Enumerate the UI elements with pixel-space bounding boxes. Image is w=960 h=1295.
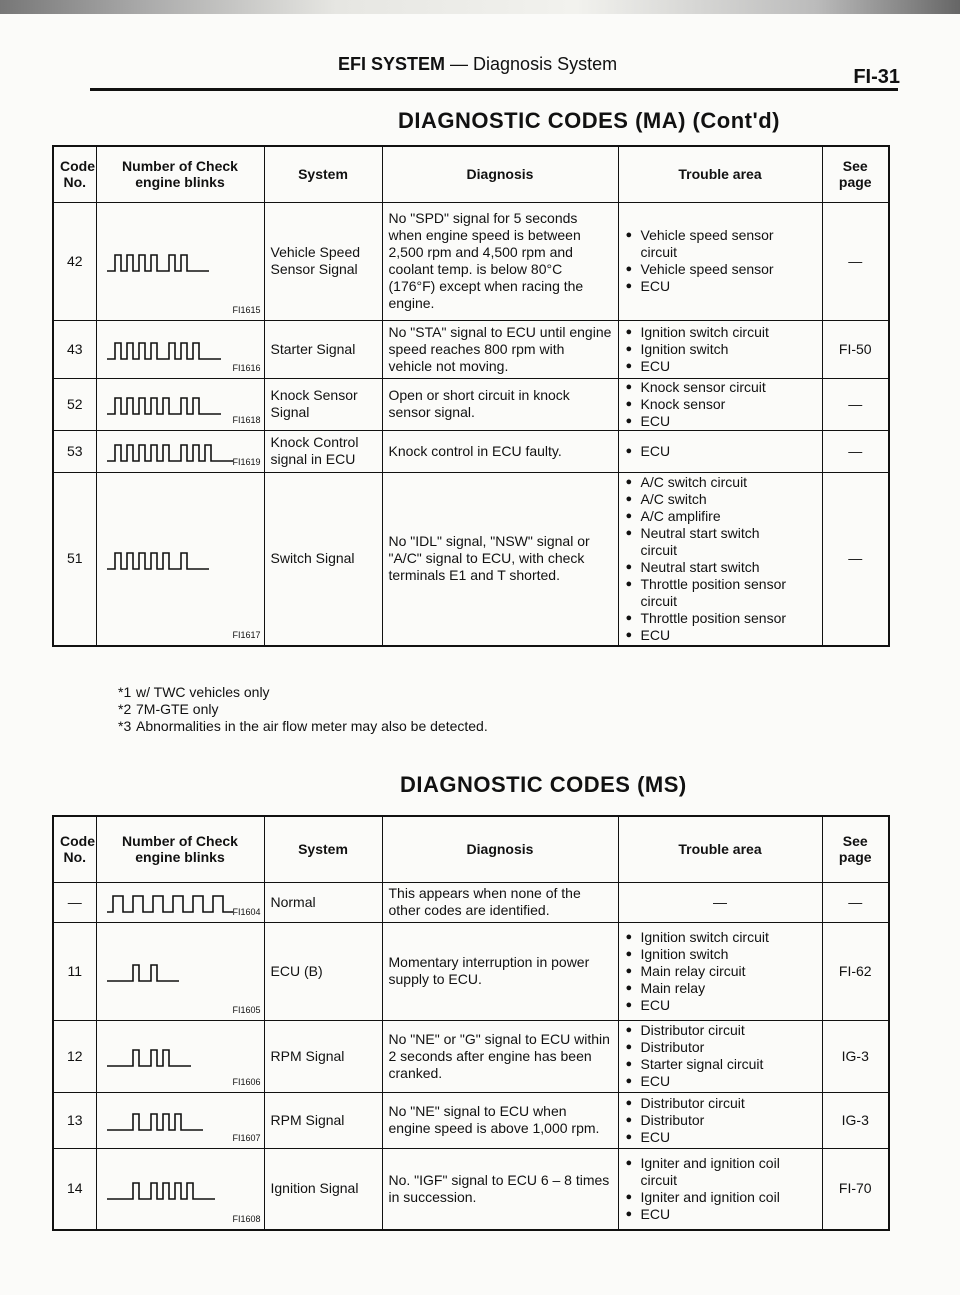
trouble-item: ● A/C switch circuit	[625, 474, 816, 491]
blink-cell	[96, 320, 264, 378]
table-row	[53, 882, 889, 922]
table-row	[53, 1148, 889, 1230]
table-row	[53, 922, 889, 1020]
code-number: 14	[53, 1148, 96, 1230]
code-number: 52	[53, 378, 96, 430]
see-page-cell: —	[822, 882, 889, 922]
scan-edge	[0, 0, 960, 14]
diagnosis-cell: This appears when none of the other codes are identified.	[382, 882, 618, 922]
diagnosis-cell: Open or short circuit in knock sensor signal.	[382, 378, 618, 430]
diagnosis-cell: No "SPD" signal for 5 seconds when engine speed is between 2,500 rpm and 4,500 rpm and coolant temp. is below 80°C (176°F) except when racing the engine.	[382, 202, 618, 320]
trouble-list	[625, 379, 816, 430]
trouble-item: ● A/C switch	[625, 491, 816, 508]
diagnosis-cell: No. "IGF" signal to ECU 6 – 8 times in succession.	[382, 1148, 618, 1230]
diagnosis-cell: No "NE" signal to ECU when engine speed is above 1,000 rpm.	[382, 1092, 618, 1148]
trouble-item: ● Ignition switch circuit	[625, 324, 816, 341]
blink-cell	[96, 472, 264, 646]
trouble-item: ● A/C amplifire	[625, 508, 816, 525]
trouble-item: ● ECU	[625, 443, 816, 460]
trouble-list	[625, 929, 816, 1014]
trouble-item: ● Igniter and ignition coil	[625, 1189, 816, 1206]
trouble-item: ● ECU	[625, 1073, 816, 1090]
figure-id: FI1607	[232, 1132, 261, 1143]
blink-cell	[96, 430, 264, 472]
trouble-list	[625, 474, 816, 644]
footnote-text: Abnormalities in the air flow meter may also be detected.	[136, 718, 488, 734]
code-number: 53	[53, 430, 96, 472]
col-system: System	[264, 146, 382, 202]
trouble-cell	[618, 378, 822, 430]
page-number: FI-31	[853, 66, 900, 88]
col-blinks: Number of Check engine blinks	[96, 146, 264, 202]
col-blinks: Number of Check engine blinks	[96, 816, 264, 882]
trouble-cell	[618, 472, 822, 646]
page-header	[338, 54, 617, 75]
system-cell: RPM Signal	[264, 1092, 382, 1148]
figure-id: FI1617	[232, 630, 261, 640]
trouble-item: ● Knock sensor	[625, 396, 816, 413]
code-number: 51	[53, 472, 96, 646]
code-number: 12	[53, 1020, 96, 1092]
trouble-list	[625, 1095, 816, 1146]
see-page-cell: —	[822, 430, 889, 472]
trouble-item: ● Neutral start switch	[625, 525, 816, 542]
see-page-cell: FI-50	[822, 320, 889, 378]
table-row	[53, 472, 889, 646]
col-see: See page	[822, 146, 889, 202]
blink-cell	[96, 202, 264, 320]
blink-cell	[96, 922, 264, 1020]
figure-id: FI1619	[232, 456, 261, 467]
footnote-text: w/ TWC vehicles only	[136, 684, 270, 700]
see-page-cell: —	[822, 472, 889, 646]
trouble-item: ● Main relay	[625, 980, 816, 997]
system-cell: ECU (B)	[264, 922, 382, 1020]
col-trouble: Trouble area	[618, 816, 822, 882]
trouble-item: ● ECU	[625, 1129, 816, 1146]
code-number: 43	[53, 320, 96, 378]
blink-cell	[96, 882, 264, 922]
col-see: See page	[822, 816, 889, 882]
footnote-mark: *3	[118, 718, 132, 734]
trouble-cell	[618, 320, 822, 378]
figure-id: FI1604	[232, 906, 261, 917]
figure-id: FI1616	[232, 362, 261, 373]
col-system: System	[264, 816, 382, 882]
trouble-item: ● Distributor	[625, 1112, 816, 1129]
ms-header-row	[53, 816, 889, 882]
table-row	[53, 202, 889, 320]
system-cell: Normal	[264, 882, 382, 922]
col-diagnosis: Diagnosis	[382, 146, 618, 202]
table-row	[53, 430, 889, 472]
blink-cell	[96, 1148, 264, 1230]
trouble-cell	[618, 922, 822, 1020]
col-trouble: Trouble area	[618, 146, 822, 202]
diagnosis-cell: Momentary interruption in power supply to ECU.	[382, 922, 618, 1020]
trouble-item: ● ECU	[625, 278, 816, 295]
see-page-cell: IG-3	[822, 1092, 889, 1148]
figure-id: FI1618	[232, 414, 261, 425]
figure-id: FI1606	[232, 1076, 261, 1087]
blink-pattern-diagram	[105, 1046, 255, 1072]
system-cell: RPM Signal	[264, 1020, 382, 1092]
trouble-cell	[618, 430, 822, 472]
code-number: 42	[53, 202, 96, 320]
trouble-item: ● Igniter and ignition coil	[625, 1155, 816, 1172]
header-dash: —	[445, 54, 474, 74]
see-page-cell: —	[822, 378, 889, 430]
trouble-none: —	[713, 893, 727, 910]
trouble-list	[625, 324, 816, 375]
trouble-cell	[618, 882, 822, 922]
code-number: 11	[53, 922, 96, 1020]
trouble-item: ● ECU	[625, 997, 816, 1014]
blink-cell	[96, 1092, 264, 1148]
trouble-item: ● Main relay circuit	[625, 963, 816, 980]
col-code: Code No.	[53, 816, 96, 882]
col-code: Code No.	[53, 146, 96, 202]
blink-pattern-diagram	[105, 961, 255, 987]
ms-codes-table	[52, 815, 890, 1231]
diagnosis-cell: No "NE" or "G" signal to ECU within 2 seconds after engine has been cranked.	[382, 1020, 618, 1092]
trouble-item: ● ECU	[625, 358, 816, 375]
trouble-cell	[618, 1020, 822, 1092]
diagnosis-cell: No "IDL" signal, "NSW" signal or "A/C" signal to ECU, with check terminals E1 and T shorted.	[382, 472, 618, 646]
figure-id: FI1615	[232, 304, 261, 315]
trouble-item: circuit	[640, 592, 678, 609]
figure-id: FI1605	[232, 1004, 261, 1015]
see-page-cell: FI-62	[822, 922, 889, 1020]
footnote	[118, 684, 488, 701]
trouble-item: ● Knock sensor circuit	[625, 379, 816, 396]
trouble-item: ● Ignition switch	[625, 341, 816, 358]
trouble-item: circuit	[640, 541, 678, 558]
diagnosis-cell: No "STA" signal to ECU until engine speed reaches 800 rpm with vehicle not moving.	[382, 320, 618, 378]
trouble-item: ● Vehicle speed sensor	[625, 227, 816, 244]
ma-section-title: DIAGNOSTIC CODES (MA) (Cont'd)	[398, 108, 780, 133]
trouble-item: ● ECU	[625, 413, 816, 430]
blink-cell	[96, 1020, 264, 1092]
trouble-item: ● Neutral start switch	[625, 559, 816, 576]
footnote	[118, 701, 488, 718]
system-cell: Vehicle Speed Sensor Signal	[264, 202, 382, 320]
see-page-cell: IG-3	[822, 1020, 889, 1092]
see-page-cell: FI-70	[822, 1148, 889, 1230]
trouble-item: ● Throttle position sensor	[625, 576, 816, 593]
header-subsystem: Diagnosis System	[473, 54, 618, 74]
table-row	[53, 378, 889, 430]
col-diagnosis: Diagnosis	[382, 816, 618, 882]
trouble-item: ● Distributor circuit	[625, 1022, 816, 1039]
trouble-item: ● Distributor circuit	[625, 1095, 816, 1112]
table-row	[53, 1020, 889, 1092]
blink-pattern-diagram	[105, 549, 255, 575]
trouble-item: ● Ignition switch	[625, 946, 816, 963]
header-rule	[90, 88, 898, 91]
code-number: 13	[53, 1092, 96, 1148]
trouble-cell	[618, 1092, 822, 1148]
trouble-list	[625, 1155, 816, 1223]
ma-header-row	[53, 146, 889, 202]
footnote-text: 7M-GTE only	[136, 701, 219, 717]
trouble-item: ● Vehicle speed sensor	[625, 261, 816, 278]
code-number: —	[53, 882, 96, 922]
header-system: EFI SYSTEM	[338, 54, 446, 74]
table-row	[53, 320, 889, 378]
trouble-cell	[618, 1148, 822, 1230]
trouble-list	[625, 443, 816, 460]
trouble-item: circuit	[640, 244, 678, 260]
system-cell: Starter Signal	[264, 320, 382, 378]
system-cell: Knock Control signal in ECU	[264, 430, 382, 472]
trouble-item: circuit	[640, 1171, 678, 1188]
trouble-list	[625, 227, 816, 295]
trouble-item: ● Starter signal circuit	[625, 1056, 816, 1073]
footnote	[118, 718, 488, 735]
system-cell: Switch Signal	[264, 472, 382, 646]
ma-codes-table	[52, 145, 890, 647]
ms-section-title: DIAGNOSTIC CODES (MS)	[400, 772, 687, 797]
trouble-item: ● Distributor	[625, 1039, 816, 1056]
table-row	[53, 1092, 889, 1148]
trouble-list	[625, 1022, 816, 1090]
trouble-item: ● ECU	[625, 627, 816, 644]
see-page-cell: —	[822, 202, 889, 320]
blink-pattern-diagram	[105, 251, 255, 277]
footnotes	[118, 684, 488, 735]
trouble-item: ● Ignition switch circuit	[625, 929, 816, 946]
blink-pattern-diagram	[105, 1179, 255, 1205]
footnote-mark: *2	[118, 701, 132, 717]
blink-cell	[96, 378, 264, 430]
system-cell: Ignition Signal	[264, 1148, 382, 1230]
trouble-item: ● ECU	[625, 1206, 816, 1223]
diagnosis-cell: Knock control in ECU faulty.	[382, 430, 618, 472]
trouble-item: ● Throttle position sensor	[625, 610, 816, 627]
figure-id: FI1608	[232, 1214, 261, 1224]
trouble-cell	[618, 202, 822, 320]
footnote-mark: *1	[118, 684, 132, 700]
system-cell: Knock Sensor Signal	[264, 378, 382, 430]
